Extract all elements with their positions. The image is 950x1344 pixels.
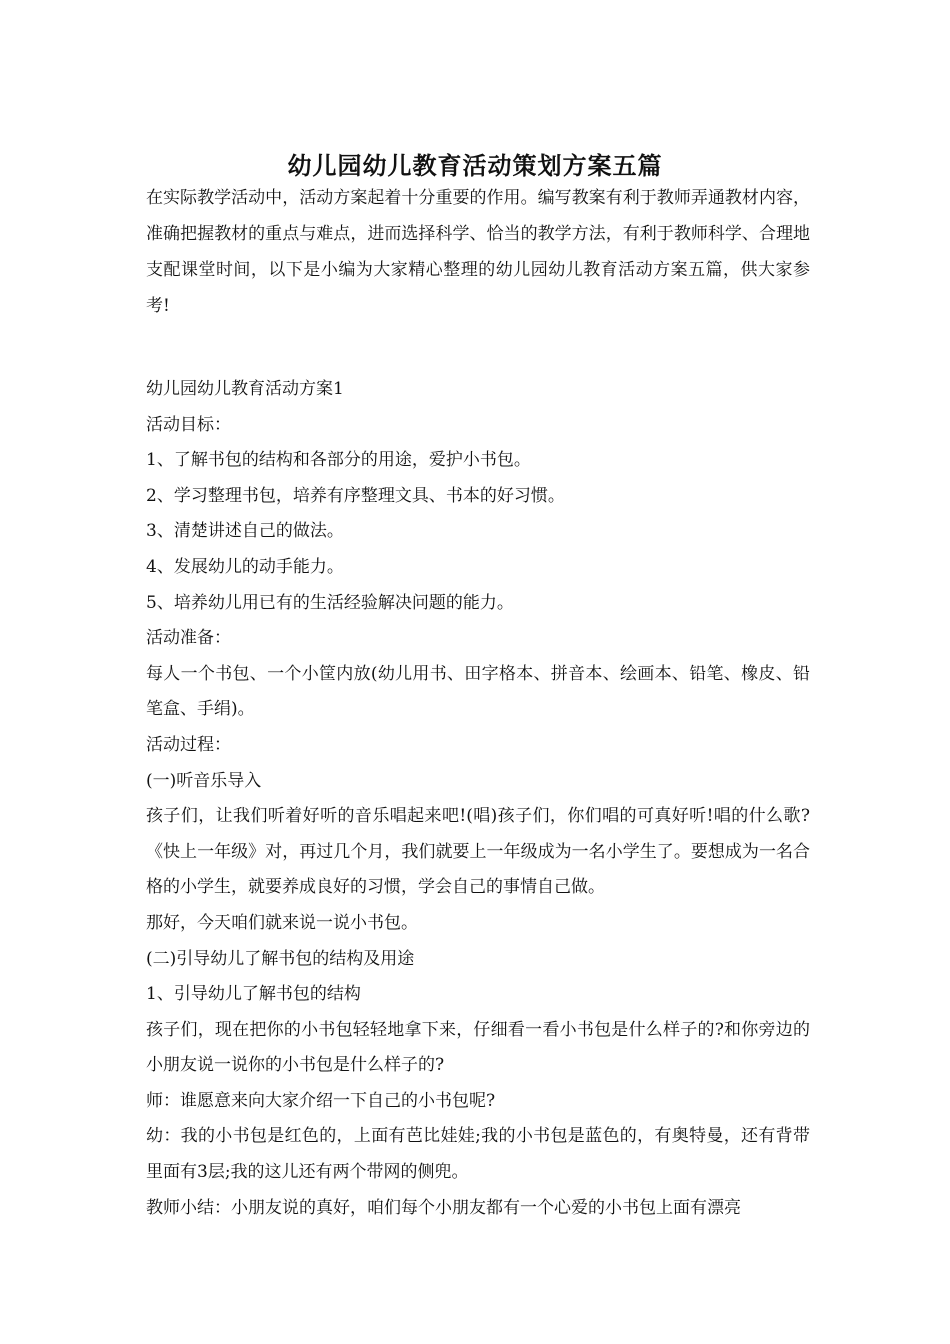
step-heading: (二)引导幼儿了解书包的结构及用途 (146, 948, 415, 969)
step-heading: (一)听音乐导入 (146, 770, 262, 791)
process-label: 活动过程： (146, 734, 231, 755)
goal-item: 4、发展幼儿的动手能力。 (146, 556, 344, 577)
intro-paragraph: 在实际教学活动中，活动方案起着十分重要的作用。编写教案有利于教师弄通教材内容，准确把握教材的重点与难点，进而选择科学、恰当的教学方法，有利于教师科学、合理地支配课堂时间，以下是小编为大家精心整理的幼儿园幼儿教育活动方案五篇，供大家参考! (146, 188, 810, 316)
substep-heading: 1、引导幼儿了解书包的结构 (146, 984, 361, 1005)
goal-item: 3、清楚讲述自己的做法。 (146, 521, 344, 542)
document-body (146, 180, 810, 1226)
paragraph: 孩子们，现在把你的小书包轻轻地拿下来，仔细看一看小书包是什么样子的?和你旁边的小朋友说一说你的小书包是什么样子的? (146, 1019, 810, 1076)
dialogue-line: 幼：我的小书包是红色的，上面有芭比娃娃;我的小书包是蓝色的，有奥特曼，还有背带里面有3层;我的这儿还有两个带网的侧兜。 (146, 1126, 810, 1183)
paragraph-gap (146, 324, 810, 372)
dialogue-line: 师：谁愿意来向大家介绍一下自己的小书包呢? (146, 1090, 496, 1111)
plan-content (146, 372, 810, 1226)
goal-item: 1、了解书包的结构和各部分的用途，爱护小书包。 (146, 450, 531, 471)
goal-item: 5、培养幼儿用已有的生活经验解决问题的能力。 (146, 592, 514, 613)
goal-item: 2、学习整理书包，培养有序整理文具、书本的好习惯。 (146, 485, 565, 506)
paragraph: 那好，今天咱们就来说一说小书包。 (146, 912, 418, 933)
document-title: 幼儿园幼儿教育活动策划方案五篇 (287, 151, 663, 181)
paragraph: 教师小结：小朋友说的真好，咱们每个小朋友都有一个心爱的小书包上面有漂亮 (146, 1197, 741, 1218)
preparation-text: 每人一个书包、一个小筐内放(幼儿用书、田字格本、拼音本、绘画本、铅笔、橡皮、铅笔盒、手绢)。 (146, 663, 810, 720)
paragraph: 孩子们，让我们听着好听的音乐唱起来吧!(唱)孩子们，你们唱的可真好听!唱的什么歌?《快上一年级》对，再过几个月，我们就要上一年级成为一名小学生了。要想成为一名合格的小学生，就要养成良好的习惯，学会自己的事情自己做。 (146, 806, 810, 898)
goals-label: 活动目标： (146, 414, 231, 435)
section-heading: 幼儿园幼儿教育活动方案1 (146, 379, 344, 399)
preparation-label: 活动准备： (146, 628, 231, 649)
